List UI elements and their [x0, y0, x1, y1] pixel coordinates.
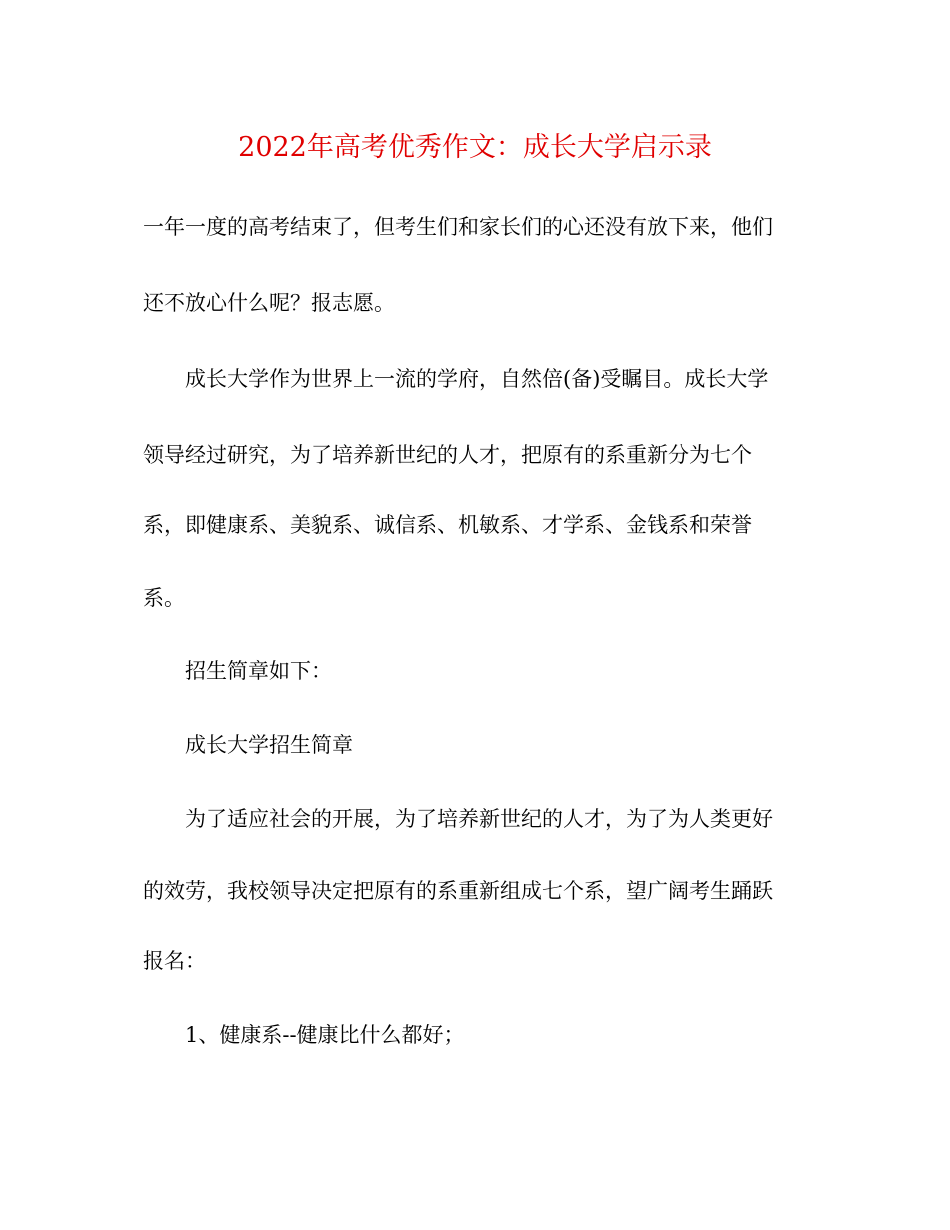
- paragraph-line: 1、健康系--健康比什么都好；: [185, 1023, 465, 1047]
- paragraph-line: 成长大学招生简章: [185, 733, 353, 757]
- paragraph-line: 的效劳，我校领导决定把原有的系重新组成七个系，望广阔考生踊跃: [143, 879, 773, 903]
- paragraph-line: 领导经过研究，为了培养新世纪的人才，把原有的系重新分为七个: [143, 443, 752, 467]
- paragraph-line: 系，即健康系、美貌系、诚信系、机敏系、才学系、金钱系和荣誉: [143, 513, 752, 537]
- document-title: 2022年高考优秀作文：成长大学启示录: [238, 132, 712, 163]
- paragraph-line: 成长大学作为世界上一流的学府，自然倍(备)受瞩目。成长大学: [185, 367, 769, 391]
- paragraph-line: 招生简章如下：: [185, 659, 332, 683]
- paragraph-line: 系。: [143, 586, 185, 610]
- paragraph-line: 还不放心什么呢？报志愿。: [143, 291, 395, 315]
- paragraph-line: 一年一度的高考结束了，但考生们和家长们的心还没有放下来，他们: [143, 215, 773, 239]
- paragraph-line: 为了适应社会的开展，为了培养新世纪的人才，为了为人类更好: [185, 807, 773, 831]
- paragraph-line: 报名：: [143, 949, 206, 973]
